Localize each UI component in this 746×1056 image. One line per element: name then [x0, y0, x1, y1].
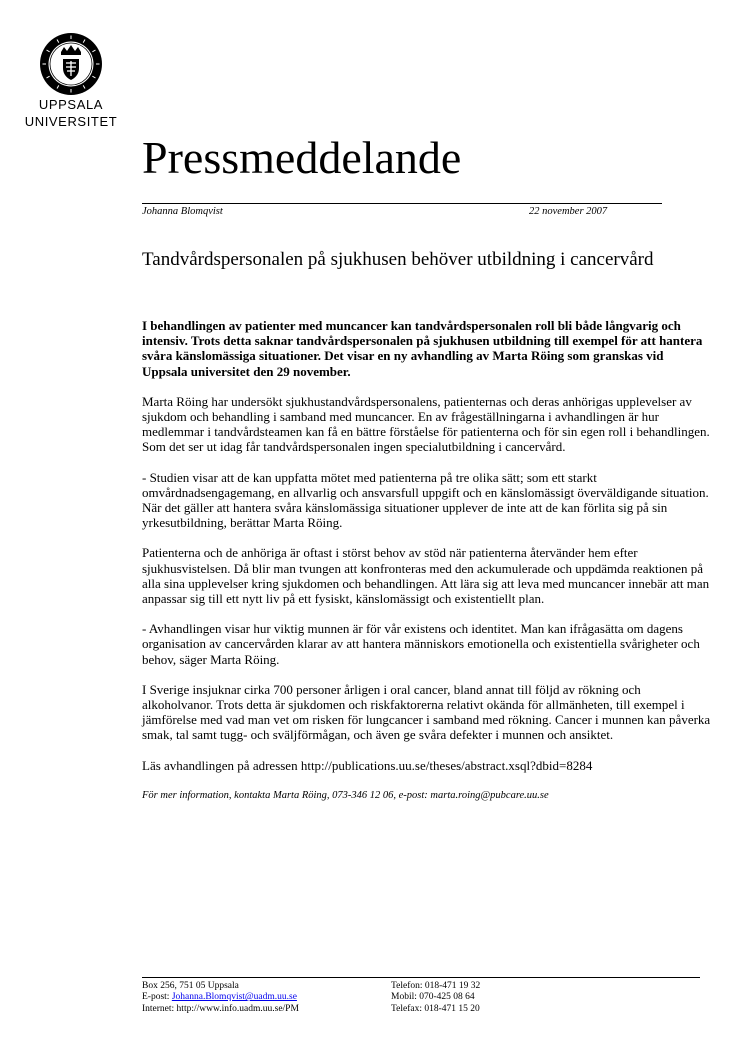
body-paragraph: - Studien visar att de kan uppfatta mötet med patienterna på tre olika sätt; som ett starkt omvårdnadsengagemang, en allvarlig och ansvarsfull uppgift och en känslomässigt överväldigande situation. När det gäller att hantera svåra känslomässiga situationer upplever de inte att de kan förlita sig på sin yrkesutbildning, berättar Marta Röing.	[142, 469, 709, 531]
press-headline: Tandvårdspersonalen på sjukhusen behöver utbildning i cancervård	[142, 249, 654, 270]
author-name: Johanna Blomqvist	[142, 206, 223, 217]
footer-telefon: Telefon: 018-471 19 32	[391, 981, 481, 991]
contact-info: För mer information, kontakta Marta Röing, 073-346 12 06, e-post: marta.roing@pubcare.uu.se	[142, 789, 549, 801]
lead-paragraph: I behandlingen av patienter med muncancer kan tandvårdspersonalen roll bli både långvarig och intensiv. Trots detta saknar tandvårdspersonalen på sjukhusen utbildning till exempel för att hantera svåra känslomässiga situationer. Det visar en ny avhandling av Marta Röing som granskas vid Uppsala universitet den 29 november.	[142, 318, 703, 379]
university-seal-icon	[39, 32, 103, 96]
university-logo	[0, 32, 142, 130]
thesis-link-paragraph: Läs avhandlingen på adressen http://publications.uu.se/theses/abstract.xsql?dbid=8284	[142, 757, 593, 773]
header-divider	[142, 203, 662, 204]
footer-address: Box 256, 751 05 Uppsala	[142, 981, 239, 991]
footer-email-line	[142, 992, 299, 1003]
article-body	[142, 318, 712, 818]
footer-address-block	[142, 981, 299, 1015]
document-type-title: Pressmeddelande	[142, 132, 462, 183]
body-paragraph: I Sverige insjuknar cirka 700 personer årligen i oral cancer, bland annat till följd av rökning och alkoholvanor. Trots detta är sjukdomen och riskfaktorerna relativt okända för allmänheten, till exempel i jämförelse med vad man vet om risken för lungcancer i samband med rökning. Cancer i munnen kan påverka smak, tal samt tugg- och sväljförmågan, och även ge svåra defekter i munnen och ansiktet.	[142, 681, 711, 743]
body-paragraph: - Avhandlingen visar hur viktig munnen är för vår existens och identitet. Man kan ifrågasätta om dagens organisation av cancervården klarar av att hantera människors emotionella och existentiella svårigheter och behov, säger Marta Röing.	[142, 621, 700, 667]
university-name-line2: UNIVERSITET	[24, 114, 118, 129]
publication-date: 22 november 2007	[529, 206, 608, 217]
footer-email-link[interactable]: Johanna.Blomqvist@uadm.uu.se	[171, 992, 297, 1003]
footer-telefax: Telefax: 018-471 15 20	[391, 1003, 480, 1014]
footer-email-label: E-post:	[142, 992, 172, 1003]
footer-mobil: Mobil: 070-425 08 64	[391, 992, 475, 1003]
footer-internet: Internet: http://www.info.uadm.uu.se/PM	[142, 1003, 299, 1014]
body-paragraph: Marta Röing har undersökt sjukhustandvårdspersonalens, patienternas och deras anhörigas upplevelser av sjukdom och behandling i samband med muncancer. En av frågeställningarna i avhandlingen är hur medlemmar i tandvårdsteamen kan få en bättre förståelse för patienterna och för sin egen roll i behandlingen. Som det ser ut idag får tandvårdspersonalen ingen specialutbildning i cancervård.	[142, 393, 710, 455]
university-name-line1: UPPSALA	[38, 97, 104, 112]
body-paragraph: Patienterna och de anhöriga är oftast i störst behov av stöd när patienterna återvänder hem efter sjukhusvistelsen. Då blir man tvungen att konfronteras med den ackumulerade och uppdämda reaktionen på alla sina upplevelser kring sjukdomen och behandlingen. Att lära sig att leva med muncancer innebär att man anpassar sig till ett nytt liv på ett fysiskt, känslomässigt och existentiellt plan.	[142, 545, 710, 607]
footer-divider	[142, 977, 700, 978]
footer-phone-block	[391, 981, 480, 1015]
